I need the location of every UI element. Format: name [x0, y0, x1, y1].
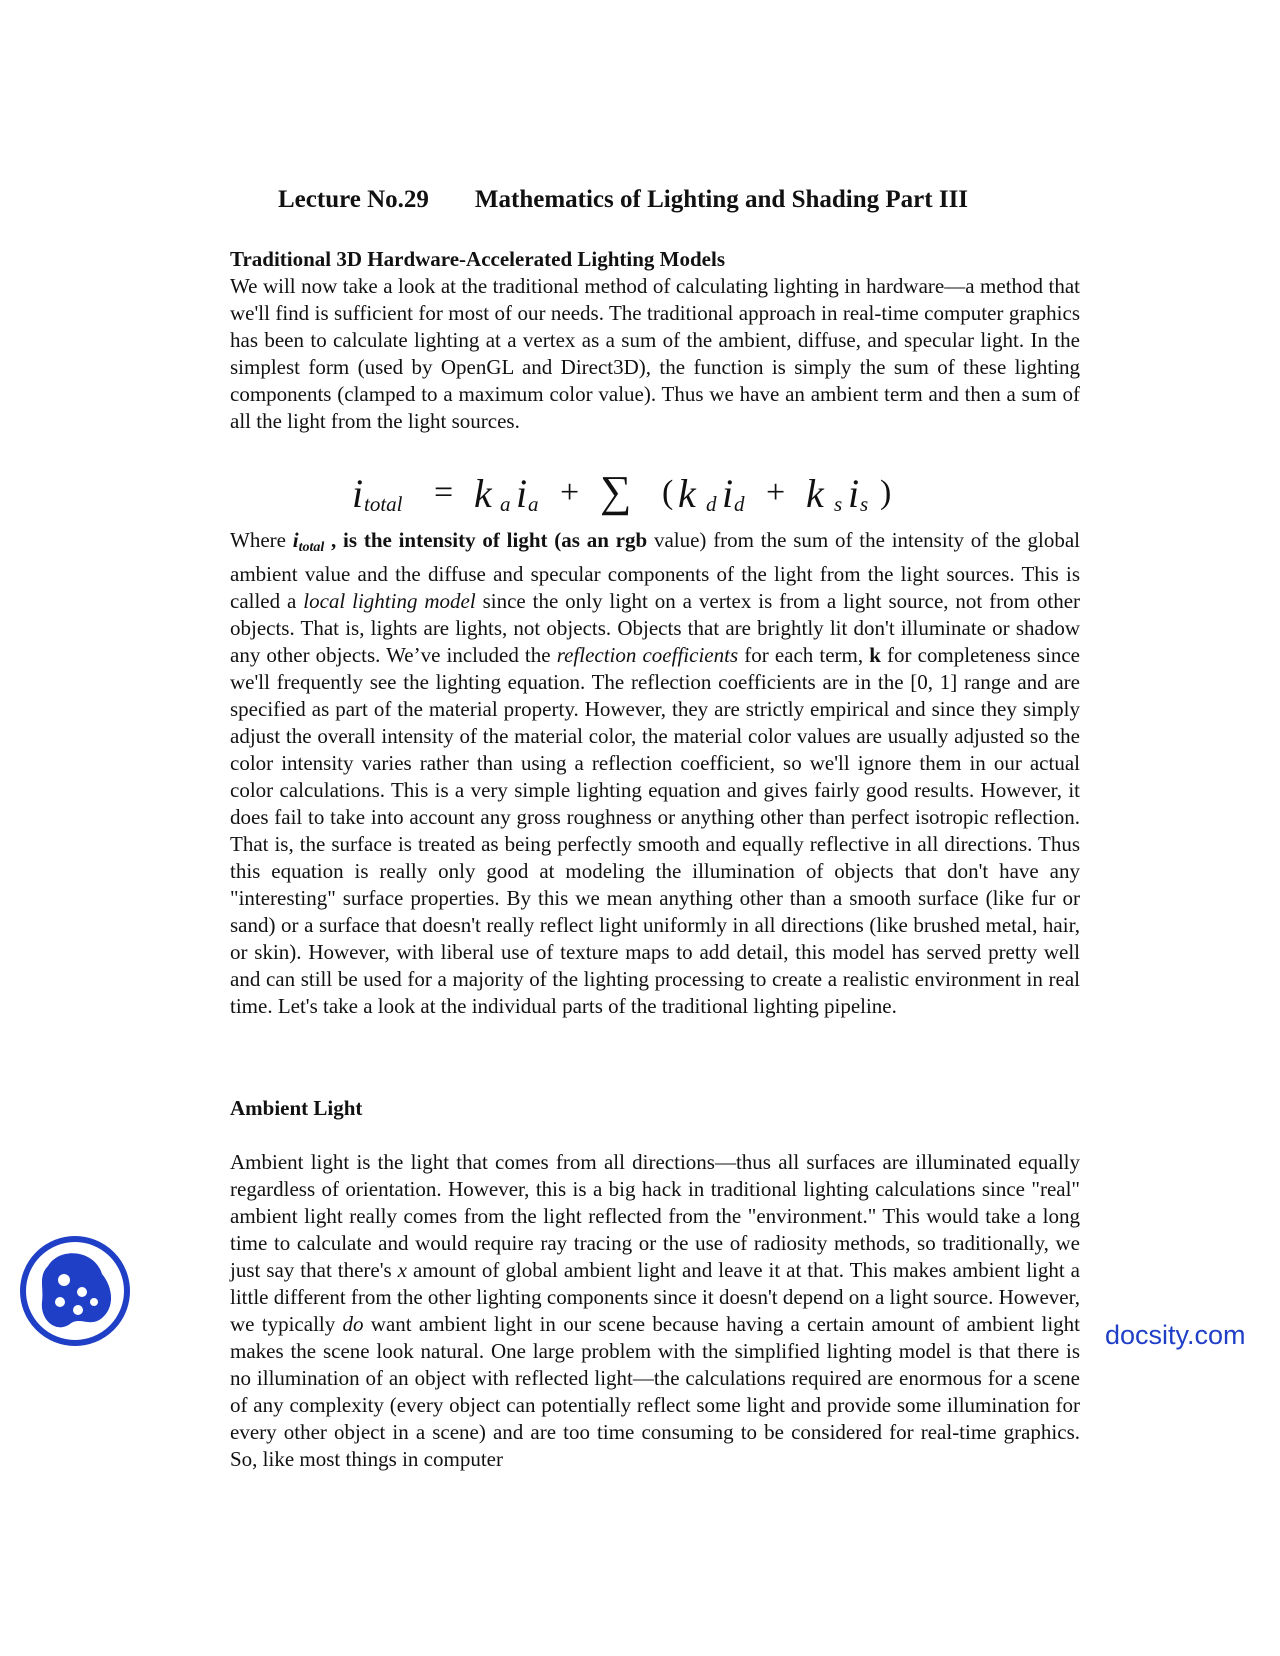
- docsity-logo-icon: [20, 1236, 130, 1346]
- sigma-symbol: ∑: [600, 467, 632, 516]
- paragraph-lighting-models: We will now take a look at the traditional method of calculating lighting in hardware—a method that we'll find is sufficient for most of our needs. The traditional approach in real-time computer graphics has been to calculate lighting at a vertex as a sum of the ambient, diffuse, and specular light. In the simplest form (used by OpenGL and Direct3D), the function is simply the sum of these lighting components (clamped to a maximum color value). Thus we have an ambient term and then a sum of all the light from the light sources.: [230, 274, 1080, 433]
- page-title: [278, 186, 968, 214]
- lecture-number: Lecture No.29: [278, 186, 429, 213]
- lighting-equation: i total = k a i a + ∑ ( k d i d + k s i s ): [352, 467, 892, 516]
- lecture-topic: Mathematics of Lighting and Shading Part III: [474, 186, 969, 213]
- paragraph-ambient-light: Ambient light is the light that comes from all directions—thus all surfaces are illuminated equally regardless of orientation. However, this is a big hack in traditional lighting calculations since "real" ambient light really comes from the light reflected from the "environment." This would take a long time to calculate and would require ray tracing or the use of radiosity methods, so traditionally, we just say that there's x amount of global ambient light and leave it at that. This makes ambient light a little different from the other lighting components since it doesn't depend on a light source. However, we typically do want ambient light in our scene because having a certain amount of ambient light makes the scene look natural. One large problem with the simplified lighting model is that there is no illumination of an object with reflected light—the calculations required are enormous for a scene of any complexity (every object can potentially reflect some light and provide some illumination for every other object in a scene) and are too time consuming to be considered for real-time graphics. So, like most things in computer: [230, 1150, 1081, 1471]
- section-heading-ambient-light: Ambient Light: [230, 1096, 363, 1120]
- section-heading-lighting-models: Traditional 3D Hardware-Accelerated Lighting Models: [230, 247, 725, 271]
- brand-watermark: docsity.com: [1105, 1320, 1246, 1350]
- paragraph-where: Where itotal , is the intensity of light (as an rgb value) from the sum of the intensity of the global ambient value and the diffuse and specular components of the light from the light sources. This is called a local lighting model since the only light on a vertex is from a light source, not from other objects. That is, lights are lights, not objects. Objects that are brightly lit don't illuminate or shadow any other objects. We’ve included the reflection coefficients for each term, k for completeness since we'll frequently see the lighting equation. The reflection coefficients are in the [0, 1] range and are specified as part of the material property. However, they are strictly empirical and since they simply adjust the overall intensity of the material color, the material color values are usually adjusted so the color intensity varies rather than using a reflection coefficient, so we'll ignore them in our actual color calculations. This is a very simple lighting equation and gives fairly good results. However, it does fail to take into account any gross roughness or anything other than perfect isotropic reflection. That is, the surface is treated as being perfectly smooth and equally reflective in all directions. Thus this equation is really only good at modeling the illumination of objects that don't have any "interesting" surface properties. By this we mean anything other than a smooth surface (like fur or sand) or a surface that doesn't really reflect light uniformly in all directions (like brushed metal, hair, or skin). However, with liberal use of texture maps to add detail, this model has served pretty well and can still be used for a majority of the lighting processing to create a realistic environment in real time. Let's take a look at the individual parts of the traditional lighting pipeline.: [230, 528, 1081, 1018]
